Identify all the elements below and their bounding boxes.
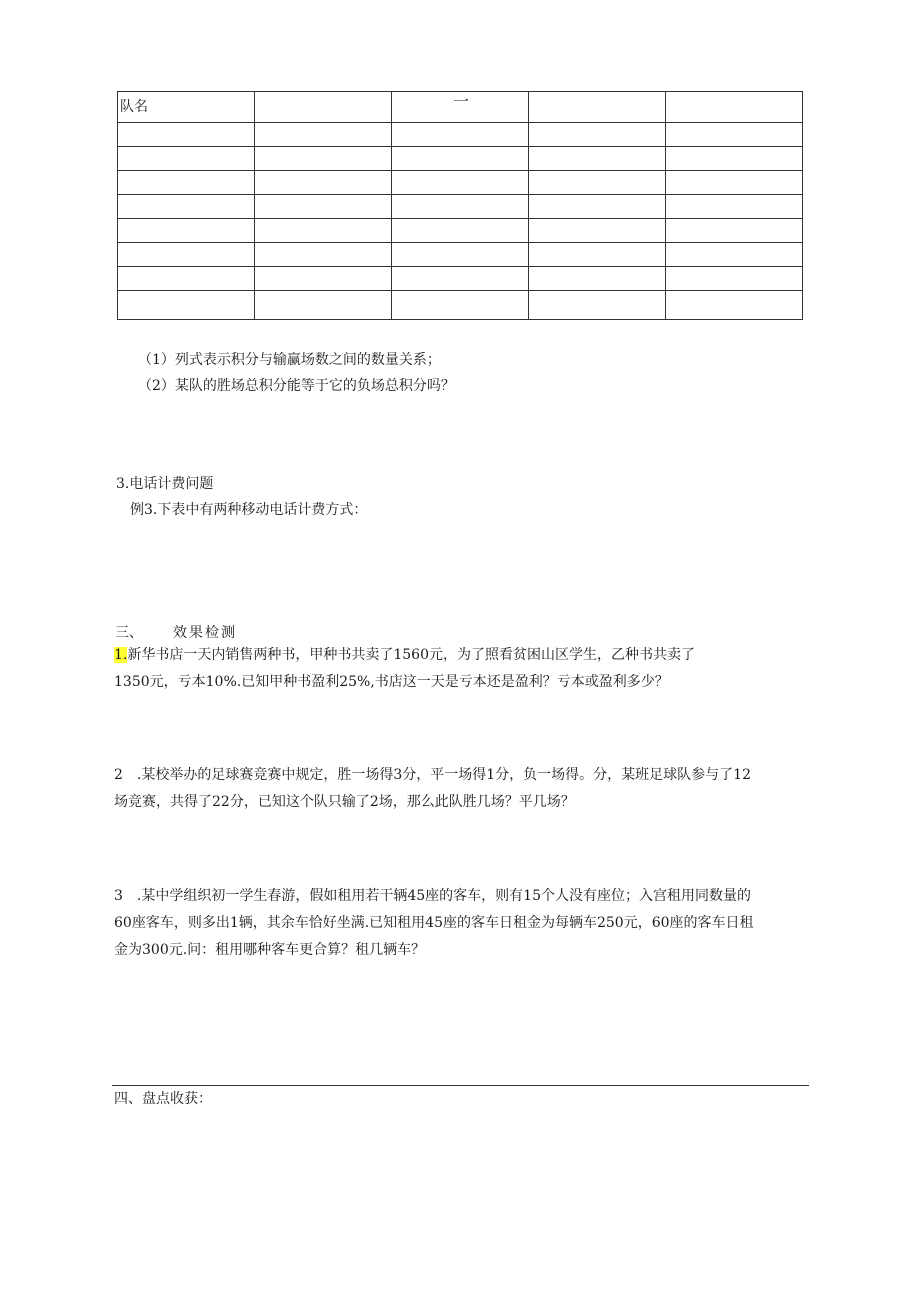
problem-3-line-1: 3 .某中学组织初一学生春游，假如租用若干辆45座的客车，则有15个人没有座位；入宫租用同数量的	[114, 888, 751, 904]
table-cell	[118, 195, 255, 219]
divider-line	[112, 1085, 809, 1086]
table-cell	[392, 267, 529, 291]
table-cell	[529, 219, 666, 243]
table-cell	[255, 243, 392, 267]
table-row	[118, 219, 803, 243]
table-header-cell	[529, 92, 666, 123]
problem-1-number: 1.	[114, 647, 128, 663]
table-header-cell: 一	[392, 92, 529, 123]
table-cell	[118, 123, 255, 147]
table-cell	[666, 171, 803, 195]
table-cell	[118, 147, 255, 171]
table-cell	[666, 147, 803, 171]
table-cell	[255, 195, 392, 219]
table-cell	[529, 171, 666, 195]
table-header-cell	[255, 92, 392, 123]
table-cell	[392, 123, 529, 147]
section-check-title: 效果检测	[173, 625, 237, 641]
table-cell	[392, 219, 529, 243]
table-cell	[529, 195, 666, 219]
table-cell	[529, 267, 666, 291]
table-cell	[666, 219, 803, 243]
problem-3-line-3: 金为300元.问：租用哪种客车更合算？租几辆车？	[114, 942, 426, 958]
table-cell	[255, 147, 392, 171]
table-row	[118, 243, 803, 267]
section-4-title: 四、盘点收获：	[114, 1091, 212, 1107]
table-cell	[255, 267, 392, 291]
table-row	[118, 195, 803, 219]
table-row	[118, 267, 803, 291]
question-2: （2）某队的胜场总积分能等于它的负场总积分吗？	[138, 378, 455, 394]
question-1: （1）列式表示积分与输赢场数之间的数量关系；	[138, 352, 441, 368]
section-3-title: 3.电话计费问题	[116, 476, 214, 492]
table-cell	[255, 171, 392, 195]
table-cell	[666, 195, 803, 219]
table-cell	[392, 195, 529, 219]
table-cell	[529, 291, 666, 320]
table-header-row	[118, 92, 803, 123]
table-cell	[255, 291, 392, 320]
table-cell	[118, 291, 255, 320]
section-check-number: 三、	[115, 625, 143, 641]
problem-1-line-1: 新华书店一天内销售两种书，甲种书共卖了1560元，为了照看贫困山区学生，乙种书共卖了	[127, 647, 695, 663]
table-cell	[118, 219, 255, 243]
table-cell	[118, 243, 255, 267]
problem-3-line-2: 60座客车，则多出1辆，其余车恰好坐满.已知租用45座的客车日租金为每辆车250元，60座的客车日租	[114, 915, 754, 931]
problem-2-line-1: 2 .某校举办的足球赛竞赛中规定，胜一场得3分，平一场得1分，负一场得。分，某班足球队参与了12	[114, 767, 751, 783]
table-cell	[118, 171, 255, 195]
table-cell	[666, 123, 803, 147]
table-header-cell	[666, 92, 803, 123]
table-cell	[529, 243, 666, 267]
problem-1-line-2: 1350元，亏本10%.已知甲种书盈利25%,书店这一天是亏本还是盈利？亏本或盈利多少？	[114, 674, 669, 690]
example-3: 例3.下表中有两种移动电话计费方式：	[130, 502, 368, 518]
table-cell	[529, 123, 666, 147]
problem-2	[114, 762, 751, 816]
table-cell	[666, 243, 803, 267]
table-cell	[666, 291, 803, 320]
table-cell	[392, 171, 529, 195]
score-table	[117, 91, 803, 320]
table-cell	[255, 219, 392, 243]
table-cell	[666, 267, 803, 291]
table-cell	[392, 243, 529, 267]
table-cell	[529, 147, 666, 171]
table-row	[118, 171, 803, 195]
problem-3	[114, 883, 754, 964]
table-cell	[392, 147, 529, 171]
problem-2-line-2: 场竞赛，共得了22分，已知这个队只输了2场，那么此队胜几场？平几场？	[114, 794, 575, 810]
problem-1	[114, 642, 695, 696]
table-row	[118, 147, 803, 171]
table-cell	[392, 291, 529, 320]
table-header-cell: 队名	[118, 92, 255, 123]
table-row	[118, 123, 803, 147]
table-row	[118, 291, 803, 320]
table-cell	[118, 267, 255, 291]
table-cell	[255, 123, 392, 147]
